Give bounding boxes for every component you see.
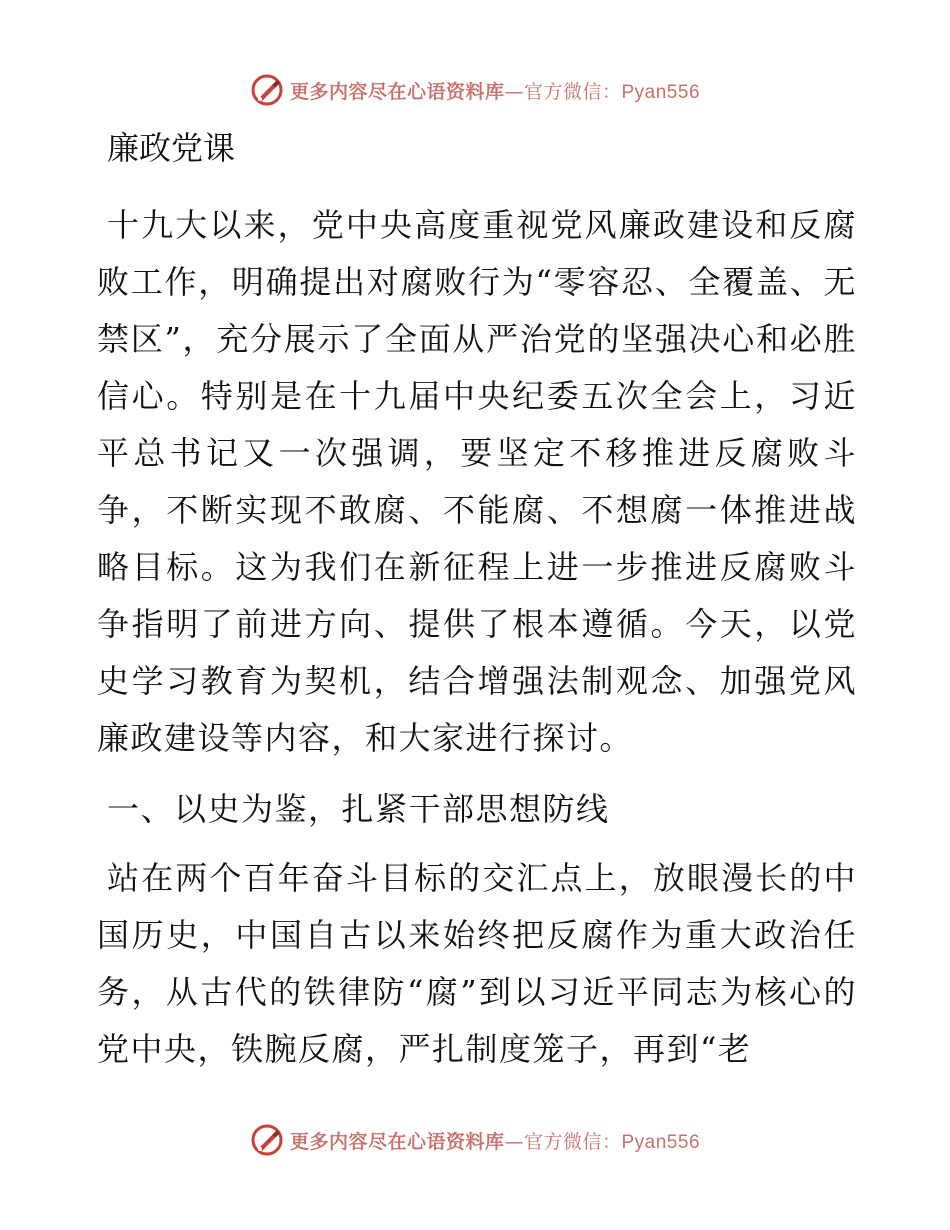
watermark-wechat-id: Pyan556 (621, 1131, 701, 1153)
paragraph-intro: 十九大以来，党中央高度重视党风廉政建设和反腐败工作，明确提出对腐败行为“零容忍、全覆盖、无禁区”，充分展示了全面从严治党的坚强决心和必胜信心。特别是在十九届中央纪委五次全会上，习近平总书记又一次强调，要坚定不移推进反腐败斗争，不断实现不敢腐、不能腐、不想腐一体推进战略目标。这为我们在新征程上进一步推进反腐败斗争指明了前进方向、提供了根本遵循。今天，以党史学习教育为契机，结合增强法制观念、加强党风廉政建设等内容，和大家进行探讨。 (97, 206, 857, 757)
section-title-1: 一、以史为鉴，扎紧干部思想防线 (107, 790, 610, 828)
footer-watermark (0, 1120, 950, 1160)
watermark-text (290, 1127, 700, 1154)
watermark-main: 更多内容尽在心语资料库 (289, 1130, 505, 1153)
watermark-label: 官方微信： (523, 1130, 622, 1153)
paragraph-section-1: 站在两个百年奋斗目标的交汇点上，放眼漫长的中国历史，中国自古以来始终把反腐作为重大政治任务，从古代的铁律防“腐”到以习近平同志为核心的党中央，铁腕反腐，严扎制度笼子，再到“老 (97, 859, 857, 1068)
watermark-main: 更多内容尽在心语资料库 (289, 80, 505, 103)
pen-logo-icon (250, 73, 284, 107)
watermark-label: 官方微信： (523, 80, 622, 103)
document-body (97, 126, 857, 1078)
header-watermark (0, 70, 950, 110)
watermark-separator: — (504, 80, 524, 103)
watermark-separator: — (504, 1130, 524, 1153)
watermark-text (290, 77, 700, 104)
watermark-wechat-id: Pyan556 (621, 81, 701, 103)
pen-logo-icon (250, 1123, 284, 1157)
document-title: 廉政党课 (107, 129, 236, 167)
